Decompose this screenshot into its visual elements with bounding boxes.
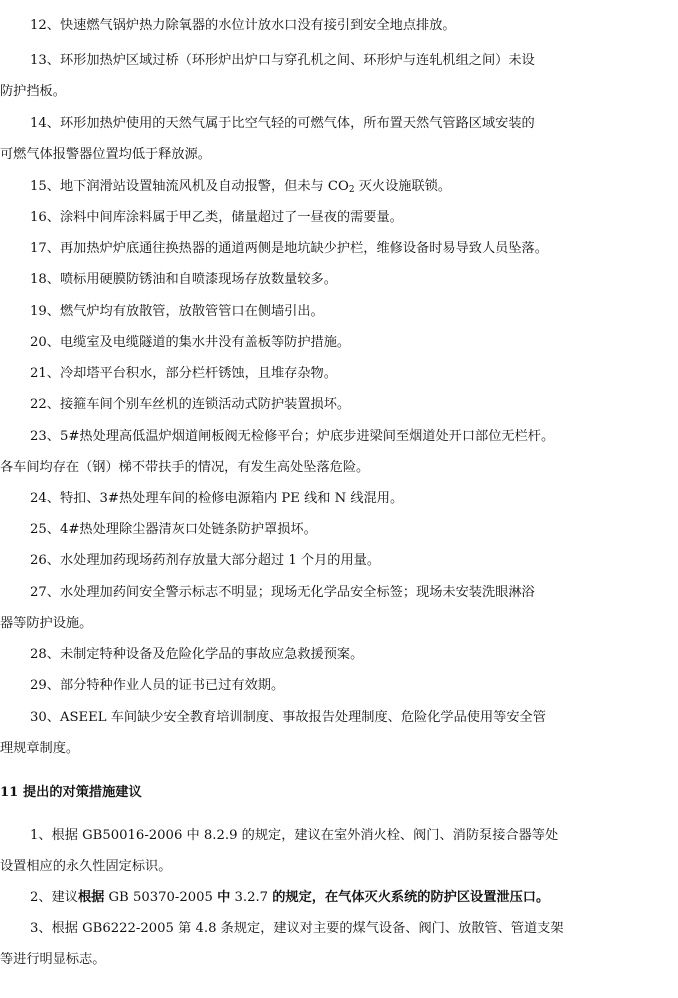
list-item: [0, 514, 678, 545]
item-24-line-1: 24、特扣、3#热处理车间的检修电源箱内 PE 线和 N 线混用。: [30, 491, 404, 506]
item-29-line-1: 29、部分特种作业人员的证书已过有效期。: [30, 678, 285, 693]
list-item: [0, 264, 678, 295]
list-item: [0, 670, 678, 701]
co2-subscript: 2: [348, 185, 355, 195]
item-14-line-2: 可燃气体报警器位置均低于释放源。: [0, 147, 211, 162]
suggestion-2-part-3: GB 50370-2005: [104, 890, 218, 905]
suggestion-2-line-1: [0, 882, 678, 913]
suggestion-3-line-2: 等进行明显标志。: [0, 952, 106, 967]
list-item: [0, 820, 678, 882]
item-15-line-1: [0, 171, 678, 202]
item-15-pre: 15、地下润滑站设置轴流风机及自动报警，但未与 CO: [30, 179, 349, 194]
list-item: [0, 702, 678, 764]
list-item: [0, 483, 678, 514]
item-22-line-1: 22、接箍车间个别车丝机的连锁活动式防护装置损坏。: [30, 397, 351, 412]
list-item: [0, 358, 678, 389]
item-18-line-1: 18、喷标用硬膜防锈油和自喷漆现场存放数量较多。: [30, 272, 337, 287]
item-25-line-1: 25、4#热处理除尘器清灰口处链条防护罩损坏。: [30, 522, 317, 537]
item-15-post: 灭火设施联锁。: [354, 179, 452, 194]
list-item: [0, 389, 678, 420]
list-item: [0, 171, 678, 202]
section-heading: 11 提出的对策措施建议: [0, 785, 142, 800]
list-item: [0, 108, 678, 170]
suggestion-2-part-5: 3.2.7: [230, 890, 273, 905]
suggestion-2-part-6: 的规定，在气体灭火系统的防护区设置泄压口。: [272, 890, 550, 905]
item-23-line-1: 23、5#热处理高低温炉烟道闸板阀无检修平台；炉底步进梁间至烟道处开口部位无栏杆。: [30, 429, 555, 444]
list-item: [0, 577, 678, 639]
item-28-line-1: 28、未制定特种设备及危险化学品的事故应急救援预案。: [30, 647, 364, 662]
list-item: [0, 10, 678, 41]
list-item: [0, 233, 678, 264]
item-27-line-1: 27、水处理加药间安全警示标志不明显；现场无化学品安全标签；现场未安装洗眼淋浴: [30, 585, 535, 600]
list-item: [0, 327, 678, 358]
item-27-line-2: 器等防护设施。: [0, 616, 93, 631]
suggestion-1-line-1: 1、根据 GB50016-2006 中 8.2.9 的规定，建议在室外消火栓、阀门、消防泵接合器等处: [30, 828, 559, 843]
list-item: [0, 421, 678, 483]
list-item: [0, 639, 678, 670]
item-23-line-2: 各车间均存在（钢）梯不带扶手的情况，有发生高处坠落危险。: [0, 460, 370, 475]
item-30-line-1: 30、ASEEL 车间缺少安全教育培训制度、事故报告处理制度、危险化学品使用等安全管: [30, 710, 546, 725]
suggestion-3-line-1: 3、根据 GB6222-2005 第 4.8 条规定，建议对主要的煤气设备、阀门、放散管、管道支架: [30, 921, 564, 936]
list-item: [0, 545, 678, 576]
suggestion-2-part-2: 根据: [77, 890, 105, 905]
item-26-line-1: 26、水处理加药现场药剂存放量大部分超过 1 个月的用量。: [30, 553, 381, 568]
item-13-line-1: 13、环形加热炉区域过桥（环形炉出炉口与穿孔机之间、环形炉与连轧机组之间）未设: [30, 53, 535, 68]
item-21-line-1: 21、冷却塔平台积水，部分栏杆锈蚀，且堆存杂物。: [30, 366, 337, 381]
item-20-line-1: 20、电缆室及电缆隧道的集水井没有盖板等防护措施。: [30, 335, 351, 350]
item-16-line-1: 16、涂料中间库涂料属于甲乙类，储量超过了一昼夜的需要量。: [30, 210, 403, 225]
list-item: [0, 296, 678, 327]
item-14-line-1: 14、环形加热炉使用的天然气属于比空气轻的可燃气体，所布置天然气管路区域安装的: [30, 116, 535, 131]
suggestion-2-part-1: 2、建议: [30, 890, 78, 905]
item-17-line-1: 17、再加热炉炉底通往换热器的通道两侧是地坑缺少护栏，维修设备时易导致人员坠落。: [30, 241, 548, 256]
item-19-line-1: 19、燃气炉均有放散管，放散管管口在侧墙引出。: [30, 304, 324, 319]
item-30-line-2: 理规章制度。: [0, 741, 80, 756]
list-item: [0, 45, 678, 107]
suggestion-1-line-2: 设置相应的永久性固定标识。: [0, 859, 172, 874]
suggestion-2-part-4: 中: [217, 890, 231, 905]
list-item: [0, 882, 678, 913]
item-13-line-2: 防护挡板。: [0, 84, 66, 99]
list-item: [0, 202, 678, 233]
item-12-line-1: 12、快速燃气锅炉热力除氧器的水位计放水口没有接引到安全地点排放。: [30, 18, 456, 33]
list-item: [0, 913, 678, 975]
